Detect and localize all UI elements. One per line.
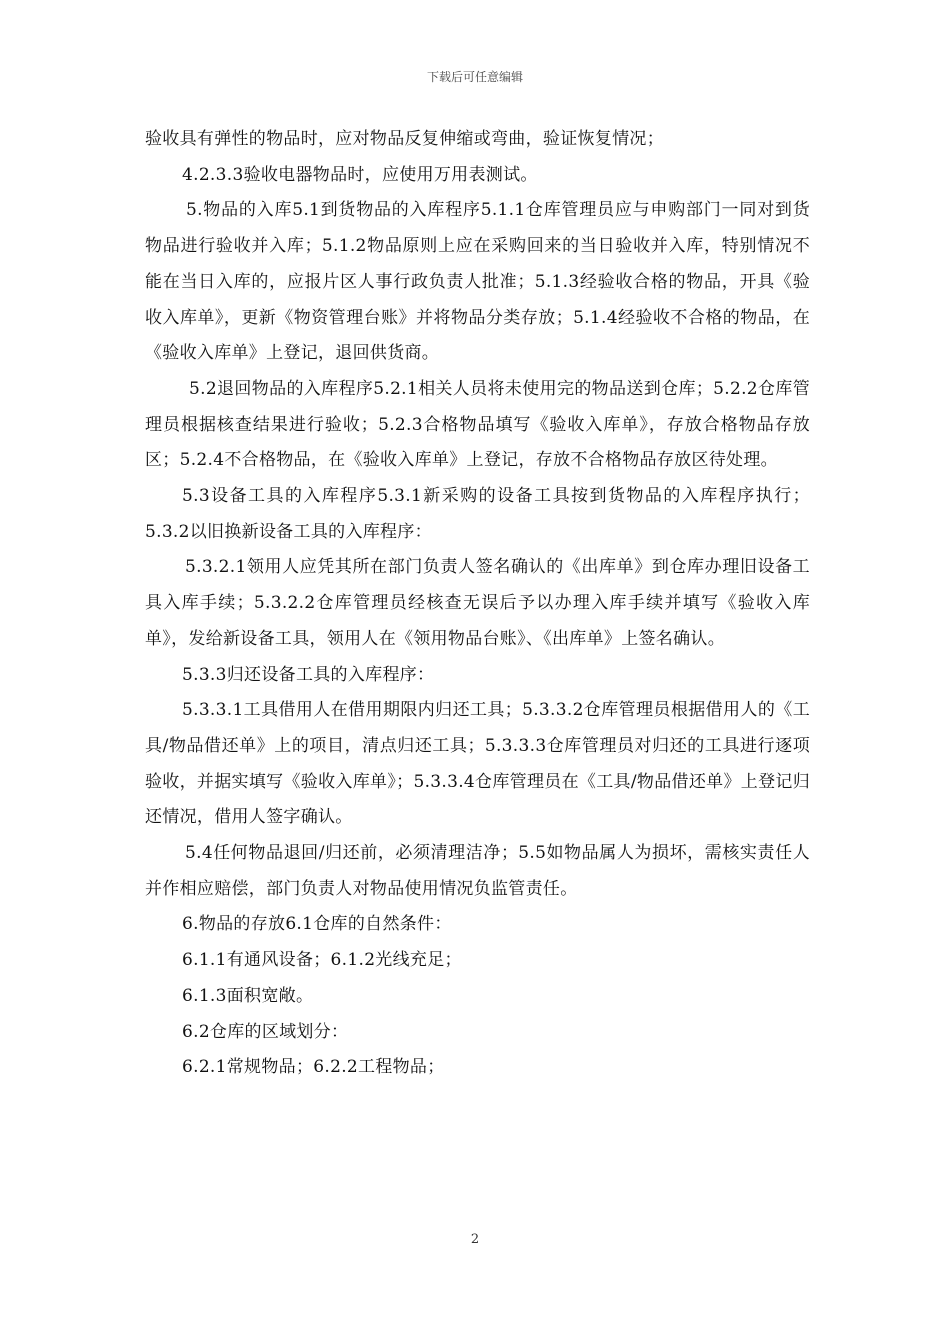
paragraph: 6.1.1有通风设备；6.1.2光线充足；: [182, 950, 462, 971]
paragraph: 5.3.3归还设备工具的入库程序：: [182, 664, 435, 685]
paragraph: 6.2.1常规物品；6.2.2工程物品；: [182, 1057, 445, 1078]
header-note: 下载后可任意编辑: [426, 70, 523, 84]
paragraph: 5.2退回物品的入库程序5.2.1相关人员将未使用完的物品送到仓库；5.2.2仓库管理员根据核查结果进行验收；5.2.3合格物品填写《验收入库单》，存放合格物品存放区；5.2.4不合格物品，在《验收入库单》上登记，存放不合格物品存放区待处理。: [145, 378, 810, 471]
page-number: 2: [470, 1232, 480, 1247]
paragraph: 6.物品的存放6.1仓库的自然条件：: [182, 914, 452, 935]
paragraph: 5.物品的入库5.1到货物品的入库程序5.1.1仓库管理员应与申购部门一同对到货物品进行验收并入库；5.1.2物品原则上应在采购回来的当日验收并入库，特别情况不能在当日入库的，应报片区人事行政负责人批准；5.1.3经验收合格的物品，开具《验收入库单》，更新《物资管理台账》并将物品分类存放；5.1.4经验收不合格的物品，在《验收入库单》上登记，退回供货商。: [145, 200, 810, 364]
paragraph: 5.4任何物品退回/归还前，必须清理洁净；5.5如物品属人为损坏，需核实责任人并作相应赔偿，部门负责人对物品使用情况负监管责任。: [145, 843, 810, 899]
paragraph: 6.1.3面积宽敞。: [182, 985, 314, 1006]
paragraph: 6.2仓库的区域划分：: [182, 1021, 349, 1042]
paragraph: 验收具有弹性的物品时，应对物品反复伸缩或弯曲，验证恢复情况；: [145, 129, 664, 149]
paragraph: 4.2.3.3验收电器物品时，应使用万用表测试。: [182, 164, 538, 185]
paragraph: 5.3.3.1工具借用人在借用期限内归还工具；5.3.3.2仓库管理员根据借用人的《工具/物品借还单》上的项目，清点归还工具；5.3.3.3仓库管理员对归还的工具进行逐项验收，并据实填写《验收入库单》；5.3.3.4仓库管理员在《工具/物品借还单》上登记归还情况，借用人签字确认。: [145, 700, 810, 828]
body-text: [145, 122, 810, 1086]
paragraph: 5.3设备工具的入库程序5.3.1新采购的设备工具按到货物品的入库程序执行；5.3.2以旧换新设备工具的入库程序：: [145, 486, 810, 542]
paragraph: 5.3.2.1领用人应凭其所在部门负责人签名确认的《出库单》到仓库办理旧设备工具入库手续；5.3.2.2仓库管理员经核查无误后予以办理入库手续并填写《验收入库单》，发给新设备工具，领用人在《领用物品台账》、《出库单》上签名确认。: [145, 557, 810, 649]
